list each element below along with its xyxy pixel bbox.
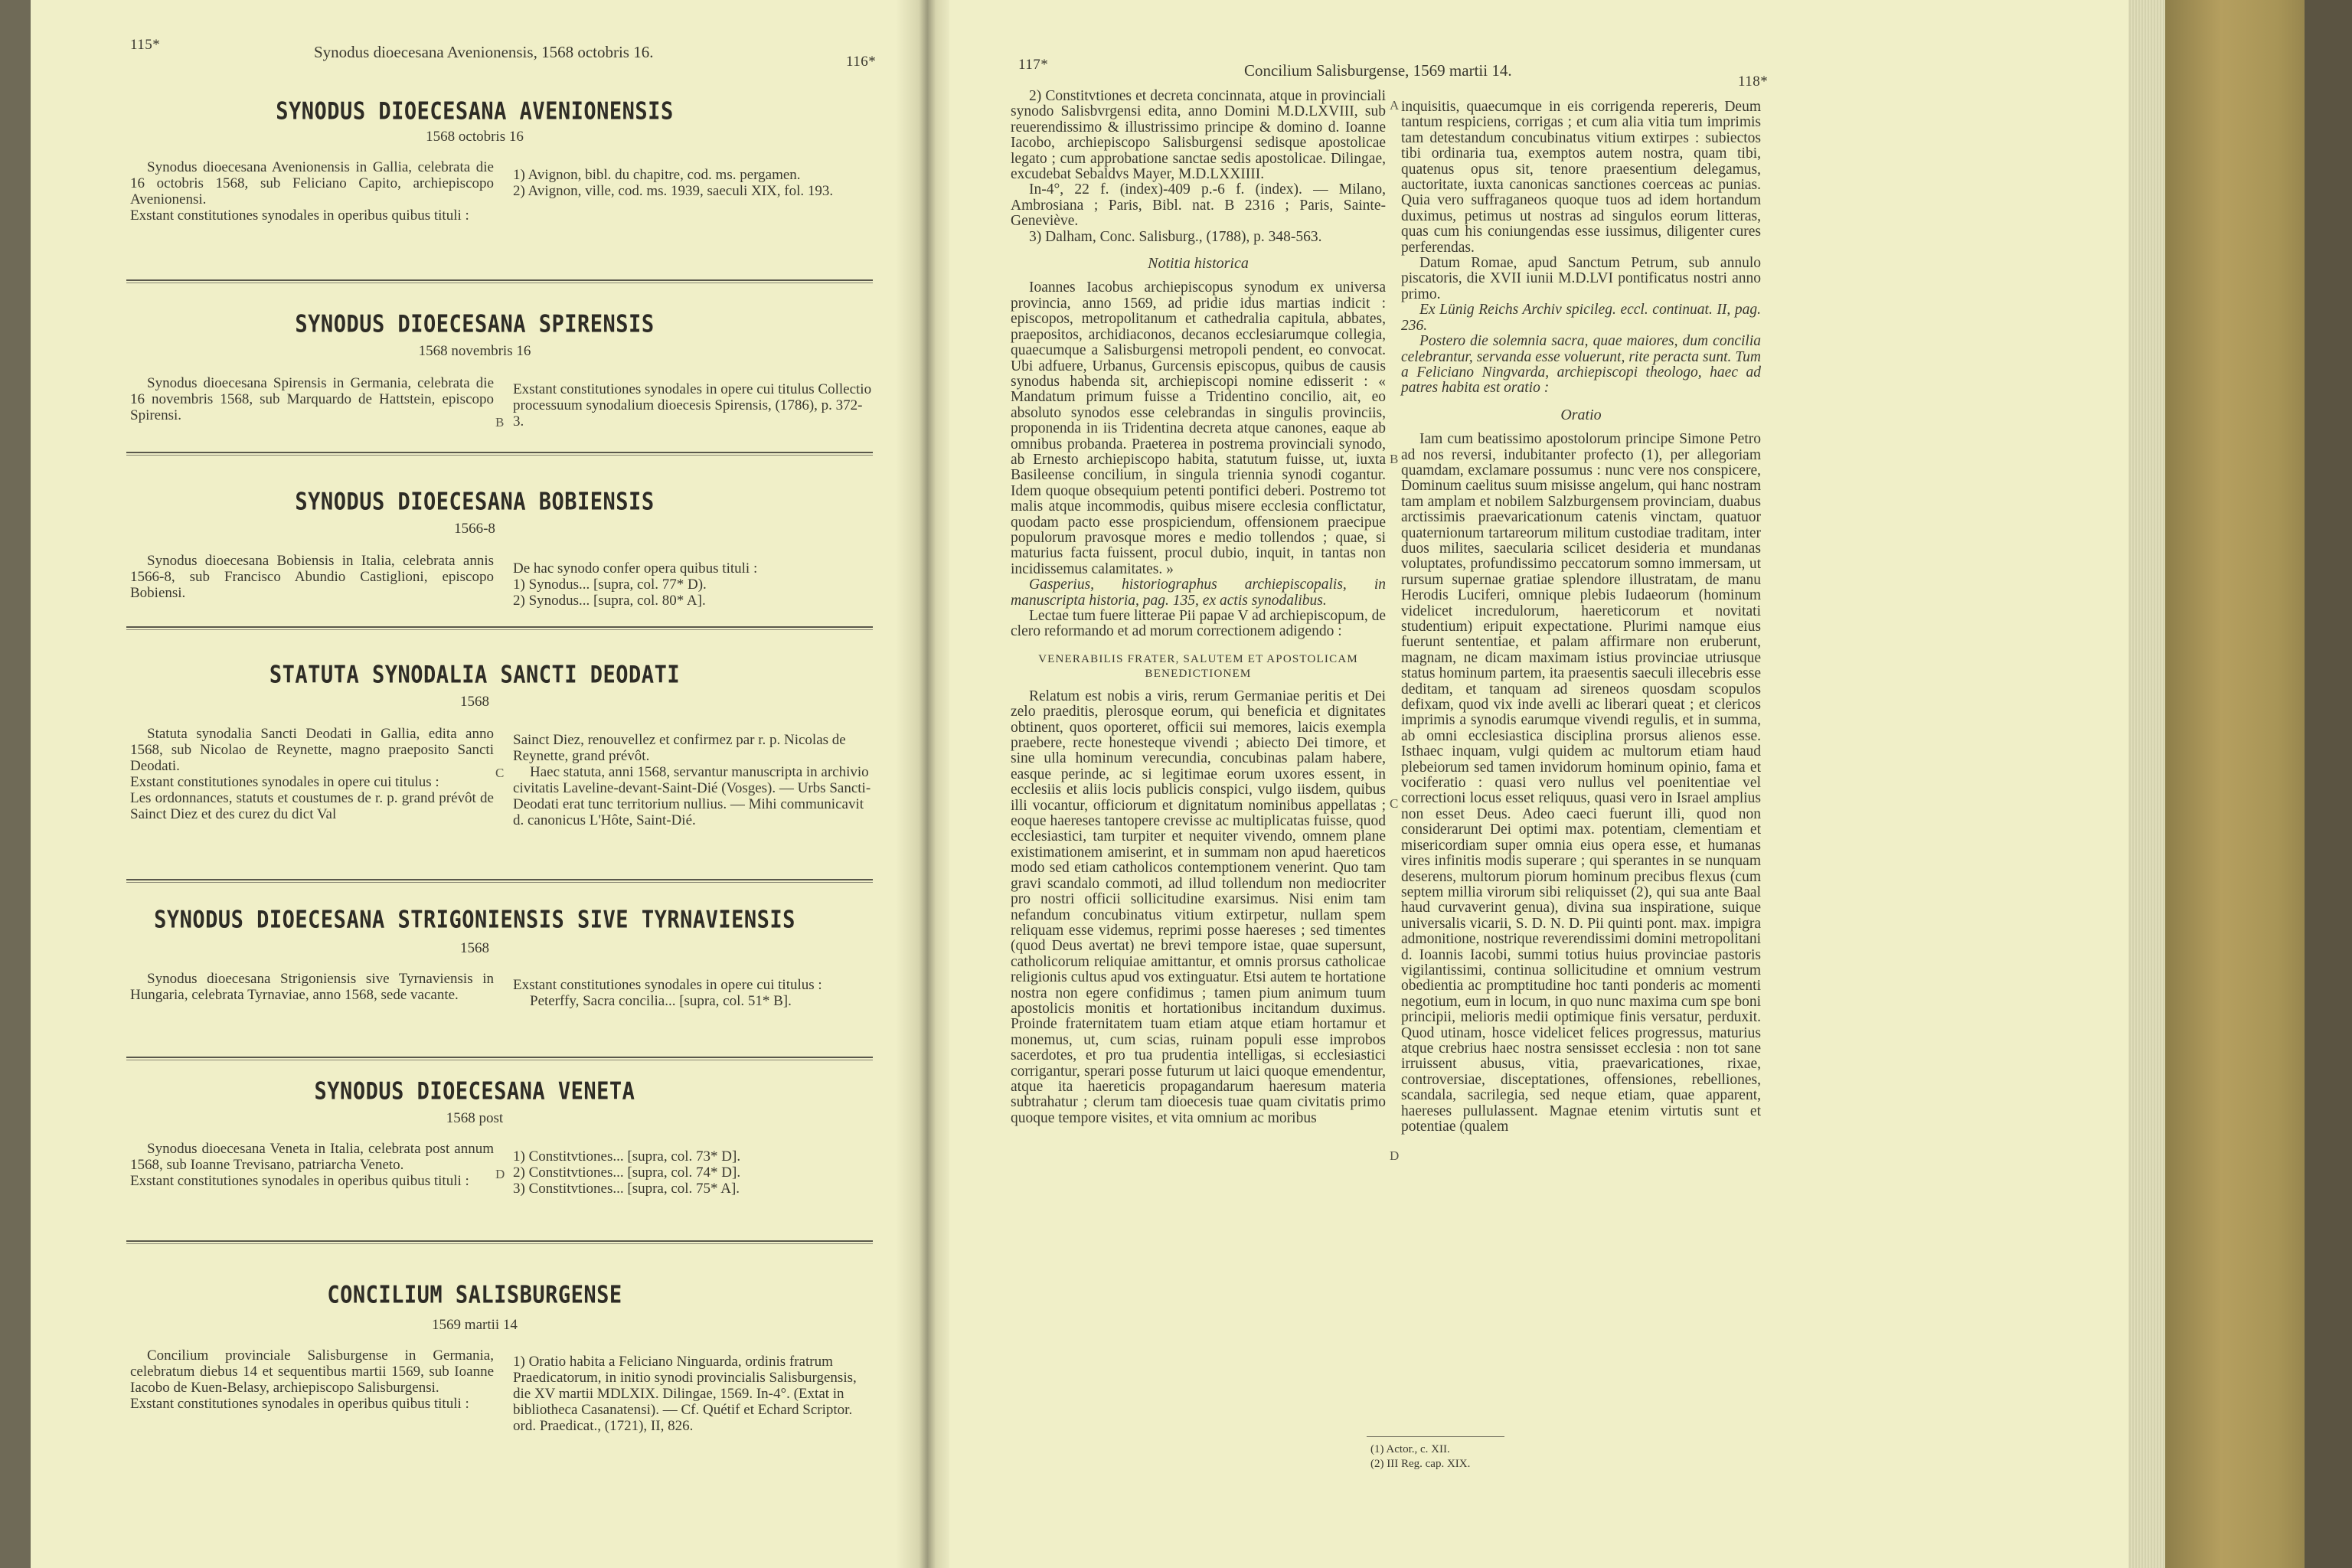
paragraph: 2) Constitvtiones et decreta concinnata, atque in provinciali synodo Salisbvrgensi edita, anno Domini M.D.LXVIII, sub reuerendissimo & illustrissimo principe & domino d. Ioanne Iacobo, archiepiscopo Salisburgensi sedisque apostolicae legato ; cum approbatione sanctae sedis apostolicae. Dilingae, excudebat Sebaldvs Mayer, M.D.LXXIIII. <box>1011 88 1386 183</box>
page-edges <box>2128 0 2165 1568</box>
paragraph: Relatum est nobis a viris, rerum Germaniae peritis et Dei zelo praeditis, plerosque eorum, qui beneficia et dignitates obtinent, quos oporteret, officii sui memores, laicis exempla praebere, recte honesteque vivendi ; abiecto Dei timore, et sine ulla hominum verecundia, concubinas palam habere, easque perinde, ac si legitimae eorum uxores essent, in ecclesiis et aliis locis publicis conspici, vulgo iisdem, quibus illi vocantur, officiorum et dignitatum nominibus appellatas ; eoque haereses tantopere crevisse ac multiplicatas fuisse, quod ecclesiastici, tam turpiter et nequiter vivendo, omnem plane existimationem amiserint, et in summam non apud haereticos modo sed etiam catholicos contemptionem venerint. Quo tam gravi scandalo commoti, ad illud tollendum non mediocriter pro nostri officii sollicitudine exarsimus. Nisi enim tam nefandum concubinatus vitium extirpetur, nullam spem reliquam esse videmus, reprimi posse haereses ; sed timentes (quod Deus avertat) ne brevi tempore istae, quae supersunt, catholicorum reliquiae amittantur, et omnis prorsus catholicae religionis cultus apud vos extinguatur. Etsi autem te hortatione nostra non egere confidimus ; tamen pium animum tuum apostolicis monitis et hortationibus incitandum duximus. Proinde fraternitatem tuam etiam atque etiam hortamur et monemus, ut, cum scias, ruinam populi esse improbos sacerdotes, et pro tua prudentia intelligas, si ecclesiastici corrigantur, sperari posse futurum ut laici quoque emendentur, atque ita haereticis propagandarum haeresum materia subtrahatur ; clerum tam dioecesis tuae quam civitatis primo quoque tempore visites, et vita omnium ac moribus <box>1011 688 1386 1126</box>
section-date-veneta: 1568 post <box>446 1110 504 1126</box>
reference-item: Peterffy, Sacra concilia... [supra, col. 51* B]. <box>530 993 792 1009</box>
section-refs-strigoniensis <box>513 977 873 1009</box>
section-refs-bobiensis <box>513 560 873 609</box>
left-folio-number-right: 116* <box>846 54 877 70</box>
section-date-strigoniensis: 1568 <box>460 940 489 956</box>
section-refs-veneta <box>513 1148 873 1197</box>
reference-item: Sainct Diez, renouvellez et confirmez par r. p. Nicolas de Reynette, grand prévôt. <box>513 732 846 764</box>
column-b <box>1401 100 1761 1135</box>
reference-item: 2) Synodus... [supra, col. 80* A]. <box>513 593 706 609</box>
background-edge <box>2305 0 2352 1568</box>
reference-item: 1) Constitvtiones... [supra, col. 73* D]. <box>513 1148 741 1165</box>
section-text-strigoniensis: Synodus dioecesana Strigoniensis sive Tyrnaviensis in Hungaria, celebrata Tyrnaviae, anno 1568, sede vacante. <box>130 971 494 1003</box>
section-text-spirensis: Synodus dioecesana Spirensis in Germania, celebrata die 16 novembris 1568, sub Marquardo de Hattstein, episcopo Spirensi. <box>130 375 494 423</box>
footnote-divider <box>1367 1436 1504 1437</box>
left-running-head: Synodus dioecesana Avenionensis, 1568 octobris 16. <box>314 43 654 61</box>
reference-item: Exstant constitutiones synodales in opere cui titulus : <box>513 977 822 993</box>
section-title-spirensis: SYNODUS DIOECESANA SPIRENSIS <box>295 310 655 338</box>
section-text: Exstant constitutiones synodales in operibus quibus tituli : <box>130 1396 469 1412</box>
section-text: Exstant constitutiones synodales in operibus quibus tituli : <box>130 207 469 224</box>
paragraph: Lectae tum fuere litterae Pii papae V ad archiepiscopum, de clero reformando et ad morum correctionem adigendo : <box>1011 608 1387 640</box>
section-text-salisburgense <box>130 1348 494 1412</box>
section-date-salisburgense: 1569 martii 14 <box>432 1317 518 1333</box>
right-folio-number-left: 117* <box>1018 57 1049 73</box>
section-text: Statuta synodalia Sancti Deodati in Gallia, edita anno 1568, sub Nicolao de Reynette, magno praeposito Sancti Deodati. <box>130 726 494 774</box>
section-date-bobiensis: 1566-8 <box>454 521 495 537</box>
section-text-veneta <box>130 1141 494 1189</box>
section-text: Les ordonnances, statuts et coustumes de r. p. grand prévôt de Sainct Diez et des curez du dict Val <box>130 790 494 822</box>
section-text-bobiensis: Synodus dioecesana Bobiensis in Italia, celebrata annis 1566-8, sub Francisco Abundio Castiglioni, episcopo Bobiensi. <box>130 553 494 601</box>
section-title-strigoniensis: SYNODUS DIOECESANA STRIGONIENSIS SIVE TYRNAVIENSIS <box>154 906 795 934</box>
section-date-avenionensis: 1568 octobris 16 <box>426 129 524 145</box>
notitia-heading: Notitia historica <box>1148 255 1249 273</box>
right-folio-number: 118* <box>1738 74 1769 90</box>
column-marker: C <box>1390 796 1399 811</box>
paragraph: In-4°, 22 f. (index)-409 p.-6 f. (index). — Milano, Ambrosiana ; Paris, Bibl. nat. B 2316 ; Paris, Sainte-Geneviève. <box>1011 181 1386 230</box>
oratio-heading: Oratio <box>1560 406 1602 423</box>
section-date-spirensis: 1568 novembris 16 <box>418 343 531 359</box>
column-a <box>1011 89 1386 1126</box>
right-running-head: Concilium Salisburgense, 1569 martii 14. <box>1244 61 1512 80</box>
paragraph: Datum Romae, apud Sanctum Petrum, sub annulo piscatoris, die XVII iunii M.D.LVI pontificatus nostri anno primo. <box>1401 255 1761 302</box>
section-text-avenionensis <box>130 159 494 224</box>
section-text: Exstant constitutiones synodales in opere cui titulus : <box>130 774 439 790</box>
breve-heading: VENERABILIS FRATER, SALUTEM ET APOSTOLICAM BENEDICTIONEM <box>1038 652 1358 680</box>
footnotes <box>1370 1442 1470 1472</box>
section-text: Synodus dioecesana Veneta in Italia, celebrata post annum 1568, sub Ioanne Trevisano, patriarcha Veneto. <box>130 1141 494 1173</box>
section-title-salisburgense: CONCILIUM SALISBURGENSE <box>327 1281 622 1309</box>
reference-item: 2) Avignon, ville, cod. ms. 1939, saeculi XIX, fol. 193. <box>513 183 834 199</box>
column-marker: D <box>495 1167 505 1181</box>
paragraph: inquisitis, quaecumque in eis corrigenda repereris, Deum tantum respiciens, corrigas ; et cum alia vitia tum imprimis tam detestandum concubinatus vitium extirpes : subiectos tibi ordinaria tua, exemptos autem nostra, quam tibi, quatenus opus sit, tenore praesentium delegamus, auctoritate, iuxta canonicas sanctiones coerceas ac punias. Quia vero suffraganeos quoque tuos ad idem hortandum duximus, petimus ut nostras ad singulos eorum litteras, quas cum his coniungendas esse iussimus, diligenter cures perferendas. <box>1401 99 1761 256</box>
left-page-content <box>31 0 919 1568</box>
reference-item: 2) Constitvtiones... [supra, col. 74* D]. <box>513 1165 741 1181</box>
paragraph: Iam cum beatissimo apostolorum principe Simone Petro ad nos reversi, indubitanter profecto (1), per allegoriam quamdam, exclamare possumus : nunc vere nos conspicere, Dominum caelitus suum misisse angelum, qui hanc nostram tam amplam et nobilem Salzburgensem provinciam, duabus arctissimis praevaricationum catenis vinctam, quatuor quaternionum tartareorum militum custodiae traditam, inter duos milites, saecularia scilicet desideria et mundanas voluptates, profundissimo peccatorum somno immersam, ut rursum supernae gratiae splendore illustratam, de manu Herodis Luciferi, omnique plebis Iudaeorum (hominum videlicet incredulorum, haereticorum et novitati studentium) eripuit expectatione. Plurimi namque eius fuerunt sententiae, et palam affirmare non eruberunt, magnam, ne dicam maximam istius provinciae utriusque status hominum partem, ita praesentis saeculi illecebris esse deditam, et tanquam ad sireneos quosdam scopulos defixam, quod vix inde avelli ac liberari queat ; et clericos imprimis a synodis earumque vivendi regulis, et in summa, ab omni ecclesiastica disciplina prorsus alienos esse. Isthaec inquam, vulgi quidem ac multorum etiam haud plebeiorum sed tamen invidorum hominum opinio, fama et vociferatio : quasi vero nullus vel poenitentiae vel correctioni locus esset reliquus, quasi vero in Israel amplius non esset Deus. Adeo caeci fuerunt illi, quod non considerarunt Dei optimi max. potentiam, clementiam et misericordiam super omnia eius opera esse, et humanas vires infinitis modis superare ; qui sperantes in se nunquam deserens, multorum piorum hominum precibus flexus (cum septem millia virorum sibi reliquisset (2), qui sua ante Baal haud curvaverint genua), divina sua inspiratione, suique universalis vicarii, S. D. N. D. Pii quinti pont. max. impigra admonitione, nostrique reverendissimi domini metropolitani d. Ioannis Iacobi, summi totius huius provinciae pastoris vigilantissimi, continua sollicitudine et omnium vestrum obedientia ac promptitudine hoc tanti ponderis ac momenti negotium, eum in locum, in quo nunc maxima cum spe boni principii, melioris medii optimique finis versatur, perduxit. Quod utinam, hosce videlicet felices progressus, maturius atque crebrius haec nostra sensisset ecclesia : non tot sane irruissent abusus, vitia, praevaricationes, rixae, controversiae, disceptationes, offensiones, rebelliones, scandala, sacrilegia, sed neque etiam, quae apparent, haereses pullulassent. Magnae etenim virtutis sunt et potentiae (qualem <box>1401 431 1761 1135</box>
section-divider <box>126 452 873 456</box>
section-divider <box>126 626 873 630</box>
section-text: Synodus dioecesana Avenionensis in Gallia, celebrata die 16 octobris 1568, sub Feliciano Capito, archiepiscopo Avenionensi. <box>130 159 494 207</box>
section-title-bobiensis: SYNODUS DIOECESANA BOBIENSIS <box>295 488 655 516</box>
reference-item: 3) Constitvtiones... [supra, col. 75* A]. <box>513 1181 740 1197</box>
section-title-veneta: SYNODUS DIOECESANA VENETA <box>314 1077 635 1106</box>
paragraph: Postero die solemnia sacra, quae maiores, dum concilia celebrantur, servanda esse voluerunt, rite peracta sunt. Tum a Feliciano Ningvarda, archiepiscopi theologo, haec ad patres habita est oratio : <box>1401 333 1761 397</box>
paragraph: Ex Lünig Reichs Archiv spicileg. eccl. continuat. II, pag. 236. <box>1401 302 1761 334</box>
footnote-item: (1) Actor., c. XII. <box>1370 1443 1450 1455</box>
section-date-deodati: 1568 <box>460 694 489 710</box>
section-refs-avenionensis <box>513 167 873 199</box>
section-title-deodati: STATUTA SYNODALIA SANCTI DEODATI <box>269 661 681 689</box>
paragraph: Gasperius, historiographus archiepiscopalis, in manuscripta historia, pag. 135, ex actis synodalibus. <box>1011 577 1386 609</box>
section-divider <box>126 1057 873 1060</box>
section-divider <box>126 279 873 283</box>
footnote-item: (2) III Reg. cap. XIX. <box>1370 1458 1471 1470</box>
reference-item: Haec statuta, anni 1568, servantur manuscripta in archivio civitatis Laveline-devant-Saint-Dié (Vosges). — Urbs Sancti-Deodati erat tunc territorium nullius. — Mihi communicavit d. canonicus L'Hôte, Saint-Dié. <box>513 764 871 828</box>
section-refs-deodati <box>513 732 873 828</box>
section-text-deodati <box>130 726 494 822</box>
section-title-avenionensis: SYNODUS DIOECESANA AVENIONENSIS <box>276 97 674 126</box>
left-folio-number: 115* <box>130 37 161 53</box>
column-marker: C <box>495 766 505 780</box>
section-text: Concilium provinciale Salisburgense in Germania, celebratum diebus 14 et sequentibus martii 1569, sub Ioanne Iacobo de Kuen-Belasy, archiepiscopo Salisburgensi. <box>130 1348 494 1396</box>
section-text: Exstant constitutiones synodales in operibus quibus tituli : <box>130 1173 469 1189</box>
section-divider <box>126 879 873 883</box>
reference-item: De hac synodo confer opera quibus tituli : <box>513 560 758 577</box>
section-divider <box>126 1240 873 1244</box>
reference-item: 1) Synodus... [supra, col. 77* D). <box>513 577 707 593</box>
section-refs-salisburgense: 1) Oratio habita a Feliciano Ninguarda, ordinis fratrum Praedicatorum, in initio synodi provincialis Salisburgensis, die XV martii MDLXIX. Dilingae, 1569. In-4°. (Extat in bibliotheca Casanatensi). — Cf. Quétif et Echard Scriptor. ord. Praedicat., (1721), II, 826. <box>513 1354 857 1434</box>
column-marker: D <box>1390 1148 1400 1163</box>
column-marker: A <box>1390 98 1400 113</box>
paragraph: Ioannes Iacobus archiepiscopus synodum ex universa provincia, anno 1569, ad pridie idus martias indicit : episcopos, metropolitanum et cathedralia capitula, abbates, praepositos, archidiaconos, decanos ecclesiarumque collegia, quaecumque a Salisburgensi metropoli pendent, eo convocat. Ubi adfuere, Urbanus, Gurcensis episcopus, quibus de causis synodus habenda sit, archiepiscopi nomine edisserit : « Mandatum primum fuisse a Tridentino concilio, ait, eo absoluto synodos esse celebrandas in singulis provinciis, proponenda in iis Tridentina decreta atque canones, eaque ab omnibus probanda. Praeterea in postrema provinciali synodo, ab Ernesto archiepiscopo habita, statutum fuisse, ut, iuxta Basileense concilium, in singula triennia synodi cogantur. Idem quoque obsequium petenti pontifici deberi. Postremo tot malis atque incommodis, quibus misere ecclesia conflictatur, quodam pacto esse prospiciendum, offensionem praecipue populorum pravosque mores e medio tollendos ; quae, si maturius facta fuissent, procul dubio, inquit, in tantas non incidissemus calamitates. » <box>1011 279 1386 577</box>
reference-item: 1) Avignon, bibl. du chapitre, cod. ms. pergamen. <box>513 167 801 183</box>
section-refs-spirensis: Exstant constitutiones synodales in opere cui titulus Collectio processuum synodalium dioecesis Spirensis, (1786), p. 372-3. <box>513 381 872 430</box>
paragraph: 3) Dalham, Conc. Salisburg., (1788), p. 348-563. <box>1029 228 1322 245</box>
column-marker: B <box>495 415 505 430</box>
column-marker: B <box>1390 452 1399 466</box>
